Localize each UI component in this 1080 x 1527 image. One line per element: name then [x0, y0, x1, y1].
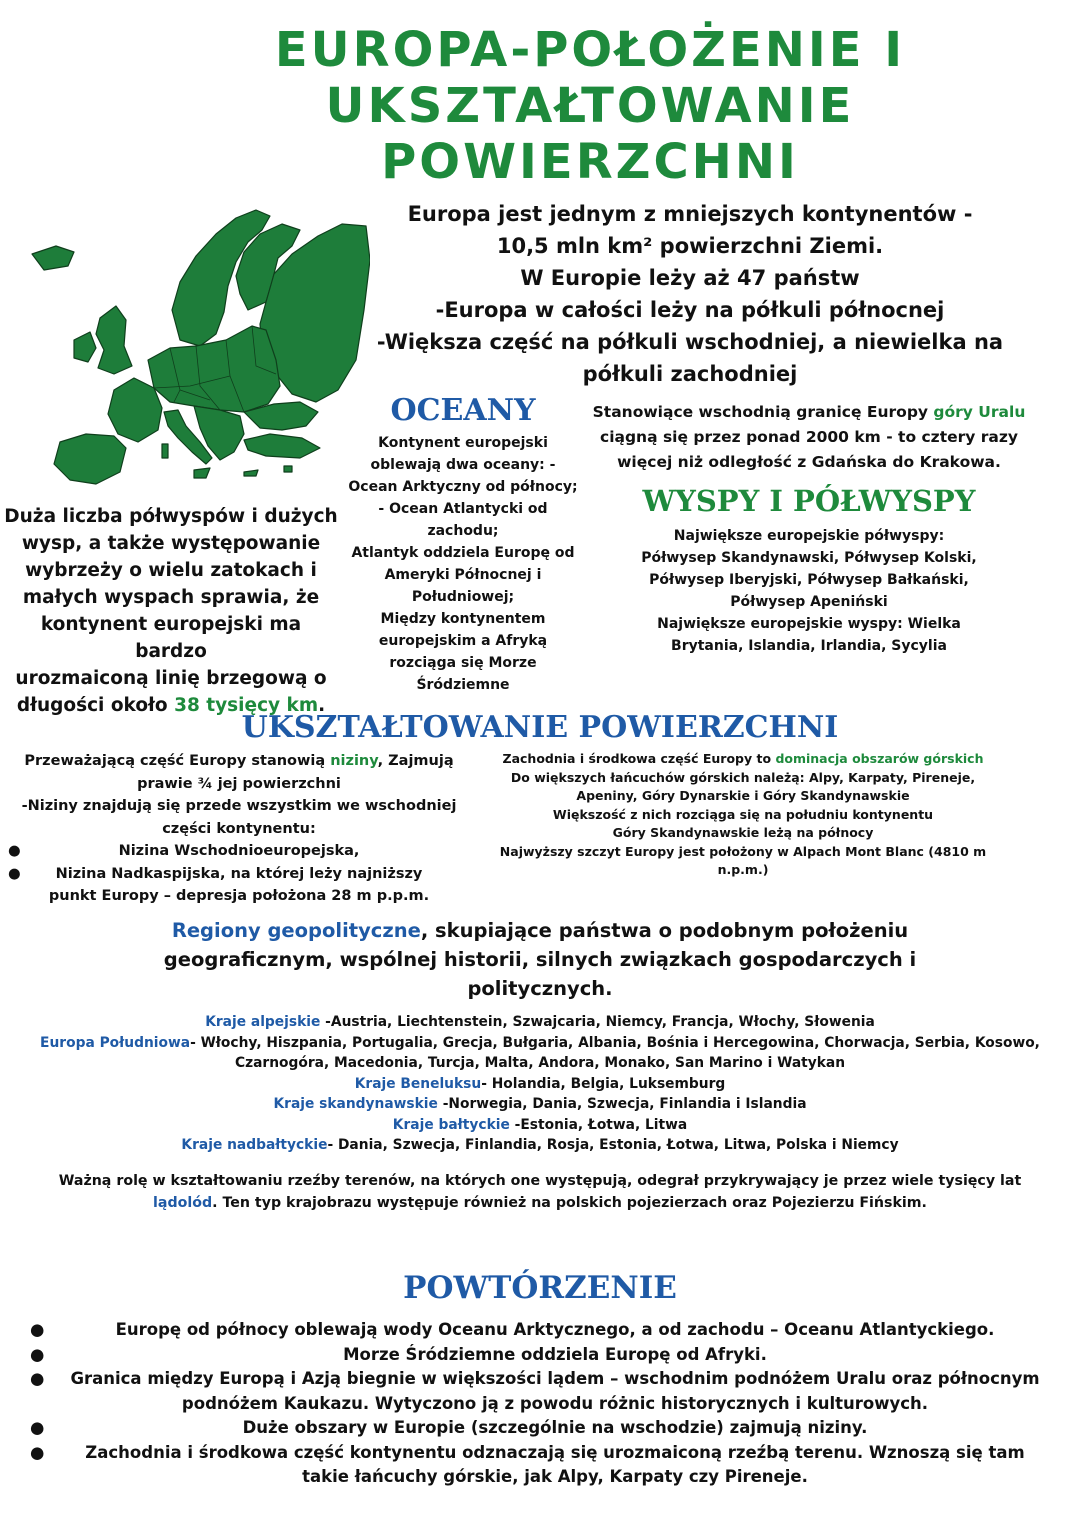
- kraje-countries: - Holandia, Belgia, Luksemburg: [481, 1075, 726, 1092]
- title-line: POWIERZCHNI: [381, 134, 799, 190]
- kraje-label: Kraje alpejskie: [205, 1014, 321, 1030]
- kraje-label: Kraje skandynawskie: [273, 1096, 438, 1112]
- coast-line: wybrzeży o wielu zatokach i: [25, 560, 317, 581]
- intro-line: 10,5 mln km² powierzchni Ziemi.: [496, 234, 884, 258]
- coast-length-highlight: 38 tysięcy km: [174, 695, 319, 716]
- list-item-text: Zachodnia i środkowa część kontynentu odznaczają się urozmaiconą rzeźbą terenu. Wznoszą się tam takie łańcuchy górskie, jak Alpy, Karpaty czy Pireneje.: [85, 1442, 1025, 1486]
- kraje-row: [10, 1033, 1070, 1054]
- kraje-label: Kraje nadbałtyckie: [181, 1137, 328, 1153]
- ural-highlight: góry Uralu: [933, 403, 1026, 421]
- niziny-line: prawie ¾ jej powierzchni: [137, 775, 341, 792]
- uksztaltowanie-heading: UKSZTAŁTOWANIE POWIERZCHNI: [241, 710, 839, 745]
- ural-line: [578, 400, 1040, 425]
- oceany-line: Między kontynentem: [380, 611, 546, 627]
- niziny-bullet-item: [2, 840, 476, 863]
- kraje-row: [10, 1012, 1070, 1033]
- niziny-bullet-text: Nizina Nadkaspijska, na której leży najniższy: [55, 865, 423, 882]
- gory-line: Do większych łańcuchów górskich należą: Alpy, Karpaty, Pireneje,: [510, 769, 976, 785]
- niziny-line: [2, 750, 476, 773]
- oceany-text: [340, 432, 586, 696]
- bullet-icon: ●: [30, 1418, 45, 1437]
- powtorzenie-list: [20, 1318, 1060, 1490]
- niziny-bullet-item: [2, 863, 476, 886]
- gory-line: Najwyższy szczyt Europy jest położony w Alpach Mont Blanc (4810 m: [499, 843, 987, 859]
- wyspy-line: Największe europejskie półwyspy:: [673, 528, 945, 544]
- oceany-line: Kontynent europejski: [378, 435, 548, 451]
- powtorzenie-heading: POWTÓRZENIE: [403, 1270, 677, 1306]
- kraje-row: [10, 1094, 1070, 1115]
- niziny-text-part: , Zajmują: [377, 753, 454, 769]
- intro-line: półkuli zachodniej: [582, 362, 798, 386]
- bullet-icon: ●: [8, 865, 21, 882]
- kraje-countries: - Dania, Szwecja, Finlandia, Rosja, Estonia, Łotwa, Litwa, Polska i Niemcy: [327, 1137, 899, 1153]
- oceany-line: europejskim a Afryką: [378, 633, 548, 649]
- list-item-text: Granica między Europą i Azją biegnie w większości lądem – wschodnim podnóżem Uralu oraz północnym podnóżem Kaukazu. Wytyczono ją z powodu różnic historycznych i kulturowych.: [70, 1369, 1040, 1413]
- ural-text-part: Stanowiące wschodnią granicę Europy: [592, 403, 934, 421]
- kraje-countries: - Włochy, Hiszpania, Portugalia, Grecja, Bułgaria, Albania, Bośnia i Hercegowina, Chorwacja, Serbia, Kosowo,: [190, 1034, 1040, 1051]
- niziny-text-part: Przeważającą część Europy stanowią: [24, 753, 331, 769]
- niziny-bullet-text: Nizina Wschodnioeuropejska,: [118, 843, 360, 859]
- gory-line: Góry Skandynawskie leżą na północy: [612, 825, 874, 840]
- coast-line: wysp, a także występowanie: [21, 533, 321, 554]
- oceany-heading: OCEANY: [390, 393, 536, 428]
- regiony-line: [150, 916, 930, 945]
- coastline-text: [2, 503, 340, 719]
- wyspy-line: Największe europejskie wyspy: Wielka: [657, 616, 961, 632]
- europe-map: [30, 190, 370, 490]
- ladolod-text-part: . Ten typ krajobrazu występuje również na polskich pojezierzach oraz Pojezierzu Fińskim.: [212, 1195, 927, 1211]
- bullet-icon: ●: [30, 1442, 45, 1462]
- regiony-text: [150, 916, 930, 1003]
- list-item: [20, 1441, 1060, 1490]
- coast-line: Duża liczba półwyspów i dużych: [4, 506, 338, 527]
- ladolod-line: [10, 1192, 1070, 1214]
- ladolod-text: [10, 1170, 1070, 1214]
- coast-text: długości około: [16, 695, 175, 716]
- ural-text: [578, 400, 1040, 475]
- kraje-row: [10, 1115, 1070, 1136]
- bullet-icon: ●: [8, 843, 21, 859]
- gory-text-part: Zachodnia i środkowa część Europy to: [502, 751, 776, 766]
- list-item-text: Morze Śródziemne oddziela Europę od Afryki.: [343, 1344, 767, 1364]
- bullet-icon: ●: [30, 1369, 45, 1388]
- oceany-line: zachodu;: [427, 523, 499, 539]
- wyspy-line: Półwysep Skandynawski, Półwysep Kolski,: [641, 550, 977, 566]
- kraje-row: [10, 1074, 1070, 1095]
- gory-line: n.p.m.): [717, 862, 769, 877]
- coast-line: urozmaiconą linię brzegową o: [15, 668, 327, 689]
- bullet-icon: ●: [30, 1344, 45, 1364]
- regiony-highlight: Regiony geopolityczne: [171, 919, 421, 942]
- oceany-line: Ameryki Północnej i: [384, 567, 542, 583]
- list-item-text: Europę od północy oblewają wody Oceanu Arktycznego, a od zachodu – Oceanu Atlantyckiego.: [115, 1320, 995, 1339]
- coast-line: kontynent europejski ma bardzo: [40, 614, 302, 662]
- list-item: [20, 1367, 1060, 1416]
- intro-text: [350, 198, 1030, 390]
- list-item: [20, 1343, 1060, 1368]
- gory-highlight: dominacja obszarów górskich: [775, 751, 984, 766]
- oceany-line: Śródziemne: [416, 677, 510, 693]
- wyspy-text: [578, 525, 1040, 657]
- kraje-row: Czarnogóra, Macedonia, Turcja, Malta, Andora, Monako, San Marino i Watykan: [234, 1055, 846, 1071]
- title-line: UKSZTAŁTOWANIE: [325, 78, 855, 134]
- coast-line: małych wyspach sprawia, że: [22, 587, 320, 608]
- kraje-label: Europa Południowa: [40, 1034, 191, 1051]
- ladolod-line: Ważną rolę w kształtowaniu rzeźby terenów, na których one występują, odegrał przykrywający je przez wiele tysięcy lat: [58, 1173, 1022, 1189]
- gory-text: [490, 750, 996, 880]
- title-line: EUROPA-POŁOŻENIE I: [274, 22, 906, 78]
- oceany-line: Ocean Arktyczny od północy;: [348, 479, 578, 495]
- regiony-line: politycznych.: [467, 977, 613, 1000]
- intro-line: -Większa część na półkuli wschodniej, a niewielka na: [376, 330, 1004, 354]
- gory-line: Apeniny, Góry Dynarskie i Góry Skandynawskie: [576, 788, 910, 803]
- niziny-text: [2, 750, 476, 908]
- wyspy-line: Półwysep Iberyjski, Półwysep Bałkański,: [649, 572, 969, 588]
- list-item: [20, 1318, 1060, 1343]
- intro-line: W Europie leży aż 47 państw: [520, 266, 860, 290]
- gory-line: Większość z nich rozciąga się na południu kontynentu: [552, 806, 934, 822]
- kraje-label: Kraje Beneluksu: [354, 1075, 482, 1092]
- page-title: [190, 22, 990, 190]
- kraje-row: [10, 1135, 1070, 1156]
- europe-map-icon: [30, 190, 370, 490]
- kraje-countries: -Estonia, Łotwa, Litwa: [509, 1116, 688, 1133]
- ural-line: ciągną się przez ponad 2000 km - to cztery razy: [600, 428, 1018, 446]
- coast-text: .: [318, 695, 326, 716]
- regiony-line: geograficznym, wspólnej historii, silnych związkach gospodarczych i: [163, 948, 917, 971]
- oceany-line: Południowej;: [411, 589, 515, 605]
- list-item-text: Duże obszary w Europie (szczególnie na wschodzie) zajmują niziny.: [242, 1418, 868, 1437]
- oceany-line: Atlantyk oddziela Europę od: [351, 545, 575, 561]
- ural-line: więcej niż odległość z Gdańska do Krakowa.: [617, 453, 1001, 471]
- intro-line: -Europa w całości leży na półkuli północnej: [435, 298, 945, 322]
- ladolod-highlight: lądolód: [153, 1195, 213, 1211]
- wyspy-heading: WYSPY I PÓŁWYSPY: [642, 484, 976, 518]
- kraje-label: Kraje bałtyckie: [392, 1116, 510, 1133]
- oceany-line: rozciąga się Morze: [389, 655, 537, 671]
- wyspy-line: Brytania, Islandia, Irlandia, Sycylia: [671, 638, 947, 654]
- oceany-line: oblewają dwa oceany: -: [370, 457, 556, 473]
- niziny-line: punkt Europy – depresja położona 28 m p.p.m.: [48, 888, 430, 904]
- gory-line: [490, 750, 996, 769]
- niziny-line: części kontynentu:: [162, 820, 316, 837]
- oceany-line: - Ocean Atlantycki od: [378, 501, 548, 517]
- niziny-line: -Niziny znajdują się przede wszystkim we wschodniej: [21, 798, 457, 814]
- list-item: [20, 1416, 1060, 1441]
- regiony-text-part: , skupiające państwa o podobnym położeniu: [420, 919, 909, 942]
- wyspy-line: Półwysep Apeniński: [730, 594, 888, 610]
- niziny-highlight: niziny: [330, 753, 378, 769]
- kraje-countries: -Austria, Liechtenstein, Szwajcaria, Niemcy, Francja, Włochy, Słowenia: [320, 1014, 875, 1030]
- kraje-list: [10, 1012, 1070, 1156]
- intro-line: Europa jest jednym z mniejszych kontynentów -: [407, 202, 973, 226]
- bullet-icon: ●: [30, 1320, 45, 1339]
- kraje-countries: -Norwegia, Dania, Szwecja, Finlandia i Islandia: [437, 1096, 807, 1112]
